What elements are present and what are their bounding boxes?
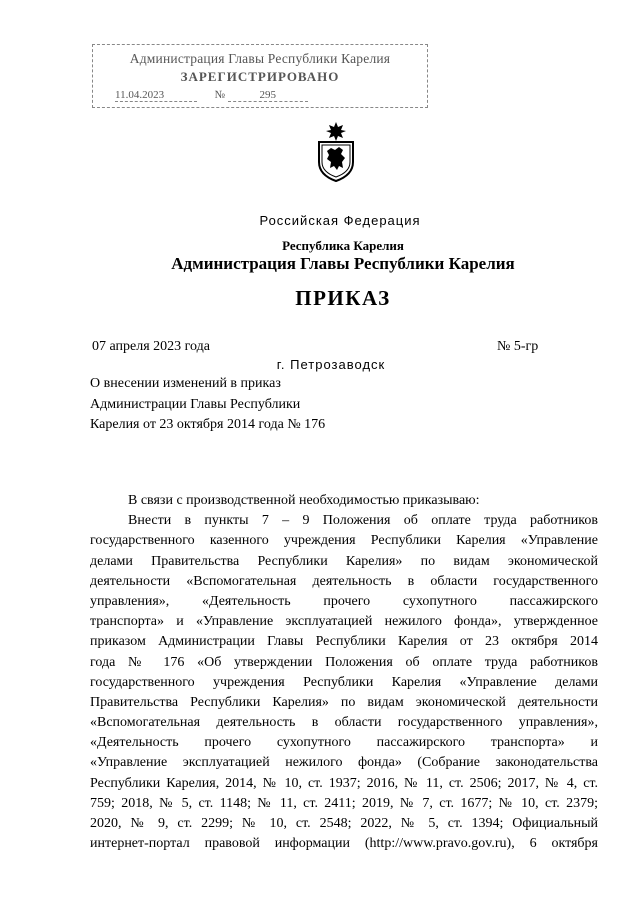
body-line: государственного казенного учреждения Республики Карелия «Управление [90,533,598,549]
republic-name: Республика Карелия [282,238,404,253]
body-line: интернет-портал правовой информации (http://www.pravo.gov.ru), 6 октября [90,836,598,852]
stamp-number-label: № [214,89,225,101]
karelia-coat-of-arms-icon [316,122,356,182]
body-line: «Деятельность прочего сухопутного пассажирского транспорта» и [90,735,598,751]
body-line: Правительства Республики Карелия» по видам экономической деятельности [90,694,598,710]
stamp-organization: Администрация Главы Республики Карелия [129,51,391,66]
body-line: управления», «Деятельность прочего сухопутного пассажирского [90,593,598,609]
body-line: «Управление эксплуатацией нежилого фонда» (Собрание законодательства [90,755,598,771]
body-line: года № 176 «Об утверждении Положения об оплате труда работников [90,654,598,670]
stamp-status: ЗАРЕГИСТРИРОВАНО [180,69,340,84]
document-type-title: ПРИКАЗ [295,286,391,310]
body-intro: В связи с производственной необходимостью приказываю: [128,493,480,508]
body-line: 759; 2018, № 5, ст. 1148; № 11, ст. 2411; 2019, № 7, ст. 1677; № 10, ст. 2379; [90,795,598,811]
subject-line: Администрации Главы Республики [90,396,301,412]
body-line: Внести в пункты 7 – 9 Положения об оплате труда работников [128,513,598,529]
body-line: делами Правительства Республики Карелия» по видам экономической [90,553,598,569]
order-number: № 5-гр [497,339,539,354]
body-line: государственного учреждения Республики Карелия «Управление делами [90,674,598,690]
order-date: 07 апреля 2023 года [92,339,210,354]
body-line: транспорта» и «Управление эксплуатацией нежилого фонда», утвержденное [90,614,598,630]
subject-line: О внесении изменений в приказ [90,376,281,391]
country-name: Российская Федерация [259,213,421,228]
administration-name: Администрация Главы Республики Карелия [171,254,515,273]
order-subject [90,374,325,436]
body-line: приказом Администрации Главы Республики Карелия от 23 октября 2014 [90,634,598,650]
body-line: деятельности «Вспомогательная деятельность в области государственного [90,573,598,589]
body-line: «Вспомогательная деятельность в области государственного управления», [90,715,598,731]
subject-line: Карелия от 23 октября 2014 года № 176 [90,417,326,432]
body-line: 2020, № 9, ст. 2299; № 10, ст. 2548; 2022, № 5, ст. 1394; Официальный [90,816,598,831]
stamp-number: 295 [228,89,308,102]
registration-stamp [92,44,428,108]
order-city: г. Петрозаводск [276,357,386,372]
stamp-registration-line [115,89,308,102]
stamp-date: 11.04.2023 [115,89,197,102]
body-line: Республики Карелия, 2014, № 10, ст. 1937; 2016, № 11, ст. 2506; 2017, № 4, ст. [90,775,598,791]
order-body [90,491,598,854]
